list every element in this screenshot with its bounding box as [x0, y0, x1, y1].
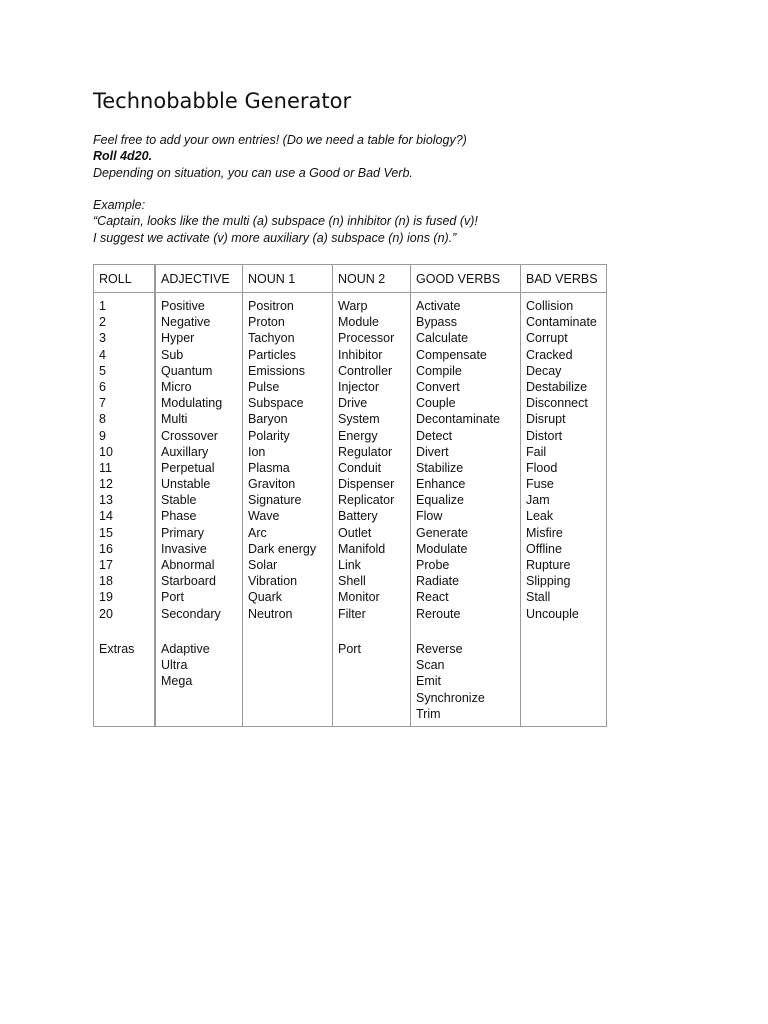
- table-cell: Equalize: [416, 493, 464, 508]
- table-cell: Subspace: [248, 396, 304, 411]
- column-cells: [161, 298, 222, 622]
- table-cell: Micro: [161, 379, 192, 394]
- table-cell: 18: [99, 574, 113, 589]
- table-cell: Enhance: [416, 477, 466, 492]
- table-cell: Detect: [416, 428, 453, 443]
- column-cells: [416, 298, 500, 622]
- extra-cell: Trim: [416, 706, 441, 721]
- table-cell: Rupture: [526, 558, 571, 572]
- table-cell: Neutron: [248, 606, 293, 621]
- table-cell: Auxillary: [161, 444, 209, 459]
- table-cell: Hyper: [161, 331, 195, 346]
- table-cell: Arc: [248, 525, 267, 540]
- table-cell: Slipping: [526, 574, 571, 589]
- table-cell: Particles: [248, 347, 296, 362]
- column-extras: [338, 641, 361, 657]
- table-cell: 14: [99, 509, 113, 524]
- table-cell: Replicator: [338, 493, 395, 508]
- table-cell: Probe: [416, 558, 450, 572]
- table-cell: Proton: [248, 315, 285, 330]
- table-cell: 7: [99, 396, 106, 411]
- table-cell: 9: [99, 428, 106, 443]
- table-cell: Stable: [161, 493, 197, 508]
- table-cell: Pulse: [248, 379, 280, 394]
- table-cell: Generate: [416, 525, 469, 540]
- table-cell: Leak: [526, 509, 554, 524]
- column-bad-verbs: [520, 265, 608, 726]
- table-cell: Jam: [526, 493, 550, 508]
- column-noun-2: [332, 265, 410, 726]
- table-cell: 16: [99, 541, 113, 556]
- table-cell: Couple: [416, 396, 456, 411]
- column-cells: [99, 298, 113, 622]
- table-cell: Radiate: [416, 574, 460, 589]
- extra-cell: Synchronize: [416, 690, 485, 705]
- table-cell: Battery: [338, 509, 378, 524]
- table-cell: 13: [99, 493, 113, 508]
- example-quote-line: “Captain, looks like the multi (a) subspace (n) inhibitor (n) is fused (v)!: [93, 214, 478, 229]
- table-cell: Corrupt: [526, 331, 568, 346]
- extra-cell: Port: [338, 642, 361, 656]
- table-cell: Compile: [416, 363, 462, 378]
- table-cell: Perpetual: [161, 460, 215, 475]
- table-cell: Port: [161, 590, 184, 605]
- table-cell: Abnormal: [161, 558, 215, 572]
- extra-cell: Mega: [161, 674, 193, 689]
- table-cell: Multi: [161, 412, 188, 427]
- table-cell: Uncouple: [526, 606, 579, 621]
- table-cell: Stall: [526, 590, 551, 605]
- table-cell: 1: [99, 299, 106, 313]
- table-cell: Fuse: [526, 477, 554, 492]
- table-cell: Emissions: [248, 363, 305, 378]
- table-cell: System: [338, 412, 380, 427]
- table-cell: Drive: [338, 396, 368, 411]
- table-cell: 8: [99, 412, 106, 427]
- table-cell: Flood: [526, 460, 558, 475]
- table-cell: 17: [99, 558, 113, 572]
- table-cell: 3: [99, 331, 106, 346]
- table-cell: Fail: [526, 444, 547, 459]
- table-cell: Plasma: [248, 460, 290, 475]
- table-cell: Baryon: [248, 412, 288, 427]
- column-header: BAD VERBS: [526, 272, 598, 286]
- technobabble-table: [93, 264, 607, 727]
- table-cell: 10: [99, 444, 113, 459]
- table-cell: Graviton: [248, 477, 296, 492]
- table-cell: Tachyon: [248, 331, 295, 346]
- table-cell: Quantum: [161, 363, 213, 378]
- table-cell: Regulator: [338, 444, 393, 459]
- table-cell: Divert: [416, 444, 449, 459]
- table-cell: Injector: [338, 379, 379, 394]
- table-cell: Decontaminate: [416, 412, 501, 427]
- table-cell: 2: [99, 315, 106, 330]
- column-header: ROLL: [99, 272, 132, 286]
- table-cell: 5: [99, 363, 106, 378]
- page-title: Technobabble Generator: [93, 89, 352, 113]
- column-cells: [526, 298, 597, 622]
- example-label: Example:: [93, 198, 146, 213]
- table-cell: Cracked: [526, 347, 573, 362]
- column-extras: [416, 641, 485, 722]
- table-cell: 19: [99, 590, 113, 605]
- column-good-verbs: [410, 265, 520, 726]
- table-cell: Filter: [338, 606, 366, 621]
- table-cell: Misfire: [526, 525, 563, 540]
- table-cell: Signature: [248, 493, 302, 508]
- table-cell: Dispenser: [338, 477, 395, 492]
- extra-cell: Emit: [416, 674, 441, 689]
- table-cell: Bypass: [416, 315, 457, 330]
- column-cells: [248, 298, 316, 622]
- table-cell: Convert: [416, 379, 460, 394]
- table-cell: Modulate: [416, 541, 468, 556]
- column-adjective: [155, 265, 242, 726]
- spacer: [93, 181, 673, 197]
- table-cell: Conduit: [338, 460, 382, 475]
- extra-cell: Adaptive: [161, 642, 210, 656]
- table-cell: Warp: [338, 299, 368, 313]
- table-cell: Vibration: [248, 574, 298, 589]
- table-cell: Starboard: [161, 574, 216, 589]
- table-cell: Crossover: [161, 428, 218, 443]
- column-header: NOUN 1: [248, 272, 296, 286]
- table-cell: Inhibitor: [338, 347, 383, 362]
- intro-line: Feel free to add your own entries! (Do we need a table for biology?): [93, 133, 467, 147]
- table-cell: Activate: [416, 299, 461, 313]
- table-cell: 11: [99, 460, 112, 475]
- example-quote-line: I suggest we activate (v) more auxiliary (a) subspace (n) ions (n).”: [93, 230, 457, 245]
- table-cell: Stabilize: [416, 460, 464, 475]
- extra-cell: Ultra: [161, 658, 188, 673]
- table-cell: Positron: [248, 299, 294, 313]
- table-cell: Positive: [161, 299, 205, 313]
- column-noun-1: [242, 265, 332, 726]
- table-cell: 6: [99, 379, 106, 394]
- table-cell: Polarity: [248, 428, 290, 443]
- table-cell: Negative: [161, 315, 211, 330]
- table-cell: Disconnect: [526, 396, 588, 411]
- table-cell: Destabilize: [526, 379, 588, 394]
- table-cell: Sub: [161, 347, 184, 362]
- table-cell: Manifold: [338, 541, 386, 556]
- intro-text: [93, 132, 673, 246]
- table-cell: Compensate: [416, 347, 487, 362]
- table-cell: Primary: [161, 525, 205, 540]
- table-cell: 4: [99, 347, 106, 362]
- table-cell: Controller: [338, 363, 393, 378]
- table-cell: Reroute: [416, 606, 461, 621]
- table-cell: Contaminate: [526, 315, 597, 330]
- column-cells: [338, 298, 394, 622]
- table-cell: Dark energy: [248, 541, 317, 556]
- table-cell: Wave: [248, 509, 280, 524]
- table-cell: Outlet: [338, 525, 372, 540]
- extra-cell: Scan: [416, 658, 445, 673]
- table-cell: Monitor: [338, 590, 380, 605]
- table-cell: Modulating: [161, 396, 223, 411]
- table-cell: Shell: [338, 574, 366, 589]
- table-cell: Secondary: [161, 606, 221, 621]
- table-cell: Ion: [248, 444, 266, 459]
- extra-cell: Reverse: [416, 642, 463, 656]
- table-cell: Solar: [248, 558, 278, 572]
- column-header: NOUN 2: [338, 272, 386, 286]
- table-cell: 20: [99, 606, 113, 621]
- table-cell: Module: [338, 315, 379, 330]
- table-cell: Phase: [161, 509, 197, 524]
- column-extras: [99, 641, 134, 657]
- table-cell: Decay: [526, 363, 562, 378]
- table-cell: Invasive: [161, 541, 207, 556]
- table-cell: Unstable: [161, 477, 211, 492]
- table-cell: Offline: [526, 541, 562, 556]
- table-cell: React: [416, 590, 449, 605]
- column-header: ADJECTIVE: [161, 272, 230, 286]
- table-cell: Flow: [416, 509, 443, 524]
- table-cell: 15: [99, 525, 113, 540]
- table-cell: Link: [338, 558, 361, 572]
- table-cell: Disrupt: [526, 412, 566, 427]
- table-cell: Processor: [338, 331, 395, 346]
- column-extras: [161, 641, 210, 690]
- table-cell: 12: [99, 477, 113, 492]
- extra-cell: Extras: [99, 642, 135, 656]
- roll-instruction: Roll 4d20.: [93, 149, 153, 164]
- table-cell: Energy: [338, 428, 378, 443]
- table-cell: Quark: [248, 590, 283, 605]
- table-cell: Calculate: [416, 331, 469, 346]
- table-cell: Collision: [526, 299, 574, 313]
- table-cell: Distort: [526, 428, 563, 443]
- intro-line: Depending on situation, you can use a Good or Bad Verb.: [93, 165, 413, 180]
- column-roll: [94, 265, 155, 726]
- column-header: GOOD VERBS: [416, 272, 501, 286]
